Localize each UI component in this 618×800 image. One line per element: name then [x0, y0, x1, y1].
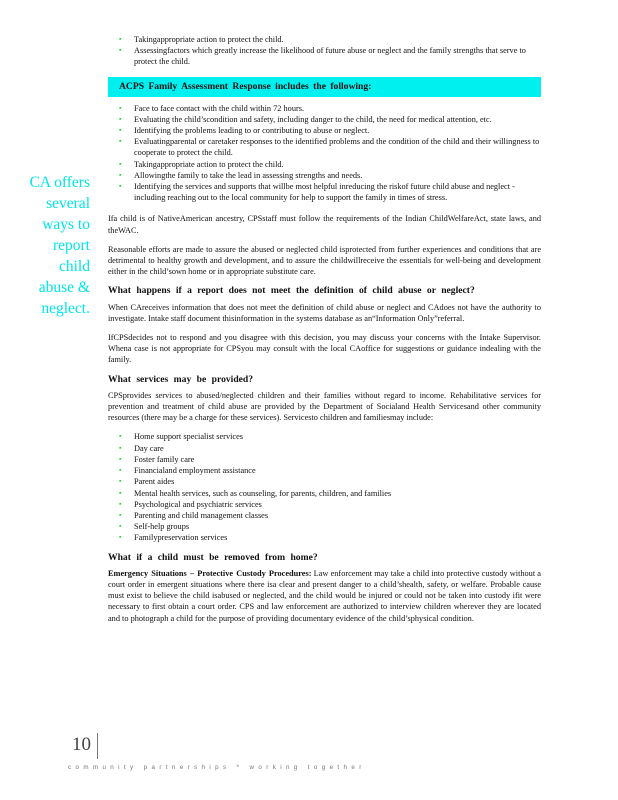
list-item: ▪ Financialand employment assistance — [108, 465, 541, 476]
assessment-banner: ACPS Family Assessment Response includes the following: — [108, 77, 541, 97]
list-item: ▪ Self-help groups — [108, 521, 541, 532]
list-item: ▪ Evaluating the child’scondition and safety, including danger to the child, the need for medical attention, etc. — [108, 114, 541, 125]
list-item: ▪ Foster family care — [108, 454, 541, 465]
removal-heading: What if a child must be removed from home? — [108, 551, 318, 563]
list-item: ▪ Assessingfactors which greatly increase the likelihood of future abuse or neglect and the family strengths that serve to protect the child. — [108, 45, 541, 67]
services-intro-paragraph: CPSprovides services to abused/neglected children and their families without regard to income. Rehabilitative services for prevention and treatment of child abuse are provided by the Department of Socialand Health Servicesand other community resources (there may be a charge for these services). Servicesto children and familiesmay include: — [108, 390, 541, 423]
list-item: ▪ Parenting and child management classes — [108, 510, 541, 521]
footer-tagline: community partnerships * working together — [68, 764, 366, 771]
top-bullet-list — [108, 34, 541, 68]
reasonable-efforts-paragraph: Reasonable efforts are made to assure the abused or neglected child isprotected from further experiences and conditions that are detrimental to healthy growth and development, and to assure the childwillreceive the essentials for well-being and development either in the child’sown home or in appropriate substitute care. — [108, 244, 541, 277]
list-item: ▪ Allowingthe family to take the lead in assessing strengths and needs. — [108, 170, 541, 181]
services-list — [108, 431, 541, 543]
list-item: ▪ Face to face contact with the child within 72 hours. — [108, 103, 541, 114]
not-abuse-paragraph: When CAreceives information that does not meet the definition of child abuse or neglect and CAdoes not have the authority to investigate. Intake staff document thisinformation in the systems database as an“Information Only”referral. — [108, 302, 541, 323]
removal-lead: Emergency Situations – Protective Custody Procedures: — [108, 568, 312, 578]
assessment-bullet-list — [108, 103, 541, 204]
services-heading: What services may be provided? — [108, 373, 254, 385]
list-item: ▪ Takingappropriate action to protect the child. — [108, 34, 541, 45]
disagree-paragraph: IfCPSdecides not to respond and you disagree with this decision, you may discuss your concerns with the Intake Supervisor. Whena case is not appropriate for CPSyou may consult with the local CAoffice for suggestions or guidance indealing with the family. — [108, 333, 541, 365]
list-item: ▪ Identifying the problems leading to or contributing to abuse or neglect. — [108, 125, 541, 136]
list-item: ▪ Identifying the services and supports that willbe most helpful inreducing the riskof future child abuse and neglect - including reaching out to the local community for help to support the family in times of stress. — [108, 181, 541, 203]
list-item: ▪ Evaluatingparental or caretaker responses to the identified problems and the condition of the child and their willingness to cooperate to protect the child. — [108, 136, 541, 158]
list-item: ▪ Familypreservation services — [108, 532, 541, 543]
removal-paragraph — [108, 568, 541, 624]
list-item: ▪ Takingappropriate action to protect the child. — [108, 159, 541, 170]
page-number-divider — [97, 733, 98, 759]
native-american-paragraph: Ifa child is of NativeAmerican ancestry, CPSstaff must follow the requirements of the Indian ChildWelfareAct, state laws, and theWAC. — [108, 214, 541, 235]
page-number: 10 — [72, 734, 91, 755]
list-item: ▪ Parent aides — [108, 476, 541, 487]
list-item: ▪ Psychological and psychiatric services — [108, 499, 541, 510]
list-item: ▪ Home support specialist services — [108, 431, 541, 442]
removal-text: Law enforcement may take a child into protective custody without a court order in emergent situations where there isa clear and present danger to a child’shealth, safety, or welfare. Probable cause must exist to believe the child isabused or neglected, and the child would be injured or could not be taken into custody ifit were necessary to first obtain a court order. CPS and law enforcement are authorized to interview children wherever they are located and to photograph a child for the purpose of providing documentary evidence of the child’sphysical condition. — [108, 568, 541, 623]
sidebar-pull-quote: CA offers several ways to report child abuse & neglect. — [29, 174, 90, 317]
list-item: ▪ Day care — [108, 443, 541, 454]
not-abuse-heading: What happens if a report does not meet the definition of child abuse or neglect? — [108, 285, 475, 297]
main-column — [108, 34, 541, 632]
list-item: ▪ Mental health services, such as counseling, for parents, children, and families — [108, 488, 541, 499]
